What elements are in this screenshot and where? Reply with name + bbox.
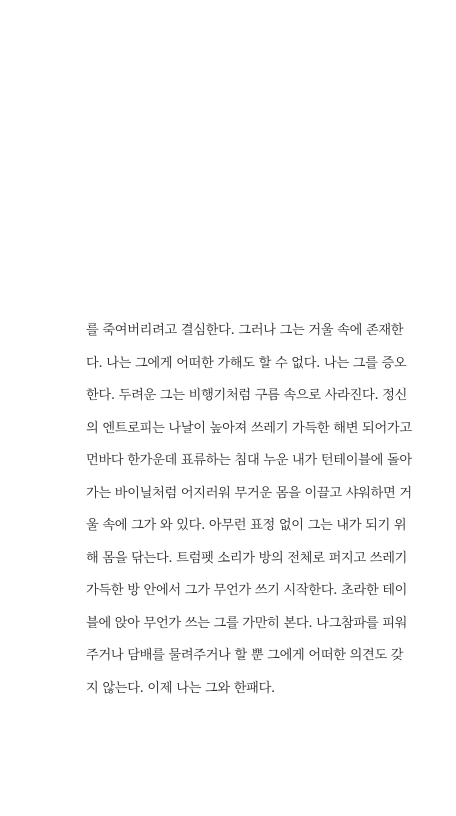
text-line: 지 않는다. 이제 나는 그와 한패다. [86,680,275,696]
text-line: 가득한 방 안에서 그가 무언가 쓰기 시작한다. 초라한 테이 [86,583,408,598]
text-line: 가는 바이닐처럼 어지러워 무거운 몸을 이끌고 샤워하면 거 [86,485,412,501]
text-line: 를 죽여버리려고 결심한다. 그러나 그는 거울 속에 존재한 [86,323,404,338]
text-line: 의 엔트로피는 나날이 높아져 쓰레기 가득한 해변 되어가고 [86,420,412,436]
text-line: 먼바다 한가운데 표류하는 침대 누운 내가 턴테이블에 돌아 [86,453,412,468]
text-line: 다. 나는 그에게 어떠한 가해도 할 수 없다. 나는 그를 증오 [86,355,407,371]
text-line: 한다. 두려운 그는 비행기처럼 구름 속으로 사라진다. 정신 [86,388,408,403]
body-text [86,318,412,708]
text-line: 울 속에 그가 와 있다. 아무런 표정 없이 그는 내가 되기 위 [86,518,407,533]
text-line: 블에 앉아 무언가 쓰는 그를 가만히 본다. 나그참파를 피워 [86,615,408,631]
text-line: 해 몸을 닦는다. 트럼펫 소리가 방의 전체로 퍼지고 쓰레기 [86,550,408,566]
text-line: 주거나 담배를 물려주거나 할 뿐 그에게 어떠한 의견도 갖 [86,648,404,663]
